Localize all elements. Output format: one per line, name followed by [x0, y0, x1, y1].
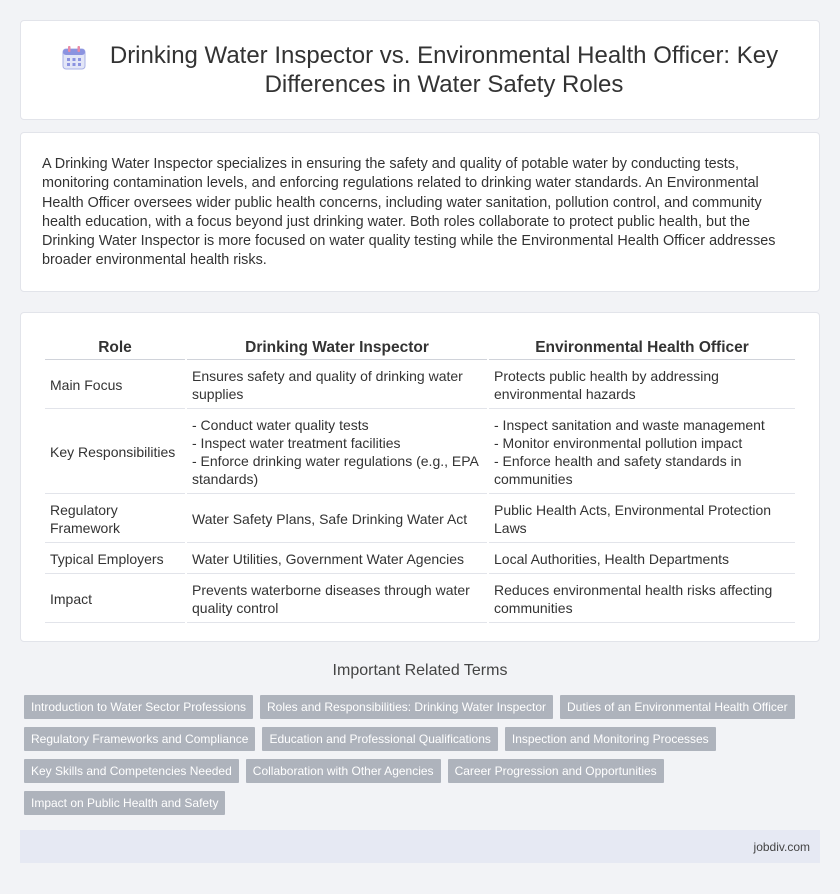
related-term-tag[interactable]: Inspection and Monitoring Processes [505, 727, 716, 751]
page-title: Drinking Water Inspector vs. Environmental Health Officer: Key Differences in Water Safety Roles [109, 42, 779, 98]
cell-line: Local Authorities, Health Departments [494, 551, 730, 567]
cell-role: Key Responsibilities [45, 411, 185, 494]
cell-drinking-water-inspector [187, 496, 487, 543]
comparison-table [43, 333, 797, 625]
table-row [45, 576, 795, 623]
cell-line: Water Utilities, Government Water Agencies [192, 551, 465, 567]
table-row [45, 545, 795, 574]
cell-environmental-health-officer [489, 545, 795, 574]
related-term-tag[interactable]: Career Progression and Opportunities [448, 759, 664, 783]
related-term-tag[interactable]: Duties of an Environmental Health Officer [560, 695, 795, 719]
cell-drinking-water-inspector [187, 576, 487, 623]
intro-text: A Drinking Water Inspector specializes in ensuring the safety and quality of potable water by conducting tests, monitoring contamination levels, and enforcing regulations related to drinking water standards. An Environmental Health Officer oversees wider public health concerns, including water sanitation, pollution control, and community health education, with a focus beyond just drinking water. Both roles collaborate to protect public health, but the Drinking Water Inspector is more focused on water quality testing while the Environmental Health Officer addresses broader environmental health risks. [42, 156, 776, 269]
cell-environmental-health-officer [489, 496, 795, 543]
table-row [45, 411, 795, 494]
cell-line: - Monitor environmental pollution impact [494, 435, 743, 451]
cell-drinking-water-inspector [187, 545, 487, 574]
related-term-tag[interactable]: Roles and Responsibilities: Drinking Water Inspector [260, 695, 553, 719]
table-row [45, 362, 795, 409]
cell-line: Public Health Acts, Environmental Protection Laws [494, 502, 772, 536]
related-term-tag[interactable]: Collaboration with Other Agencies [246, 759, 441, 783]
cell-environmental-health-officer [489, 411, 795, 494]
header-role: Role [45, 335, 185, 360]
header-drinking-water-inspector: Drinking Water Inspector [187, 335, 487, 360]
cell-role: Typical Employers [45, 545, 185, 574]
cell-line: Protects public health by addressing environmental hazards [494, 368, 719, 402]
cell-drinking-water-inspector [187, 362, 487, 409]
calendar-icon [61, 45, 87, 71]
cell-line: - Enforce health and safety standards in communities [494, 453, 742, 487]
cell-line: Water Safety Plans, Safe Drinking Water Act [192, 511, 468, 527]
related-term-tag[interactable]: Impact on Public Health and Safety [24, 791, 225, 815]
related-term-tag[interactable]: Introduction to Water Sector Professions [24, 695, 253, 719]
footer-site[interactable]: jobdiv.com [753, 839, 810, 854]
cell-line: - Inspect water treatment facilities [192, 435, 401, 451]
table-header-row [45, 335, 795, 360]
table-row [45, 496, 795, 543]
cell-line: Prevents waterborne diseases through water quality control [192, 582, 470, 616]
cell-role: Impact [45, 576, 185, 623]
footer [20, 830, 820, 863]
cell-environmental-health-officer [489, 362, 795, 409]
related-term-tag[interactable]: Education and Professional Qualifications [262, 727, 497, 751]
cell-line: - Inspect sanitation and waste management [494, 417, 765, 433]
header-environmental-health-officer: Environmental Health Officer [489, 335, 795, 360]
related-term-tag[interactable]: Key Skills and Competencies Needed [24, 759, 239, 783]
related-terms-title: Important Related Terms [332, 662, 508, 679]
related-terms-list [24, 695, 824, 815]
related-term-tag[interactable]: Regulatory Frameworks and Compliance [24, 727, 255, 751]
cell-line: - Conduct water quality tests [192, 417, 369, 433]
cell-environmental-health-officer [489, 576, 795, 623]
cell-line: - Enforce drinking water regulations (e.g., EPA standards) [192, 453, 479, 487]
cell-line: Reduces environmental health risks affecting communities [494, 582, 773, 616]
cell-role: Main Focus [45, 362, 185, 409]
cell-drinking-water-inspector [187, 411, 487, 494]
intro-card [20, 132, 820, 292]
header-card [20, 20, 820, 120]
cell-line: Ensures safety and quality of drinking water supplies [192, 368, 463, 402]
comparison-card [20, 312, 820, 642]
cell-role: Regulatory Framework [45, 496, 185, 543]
